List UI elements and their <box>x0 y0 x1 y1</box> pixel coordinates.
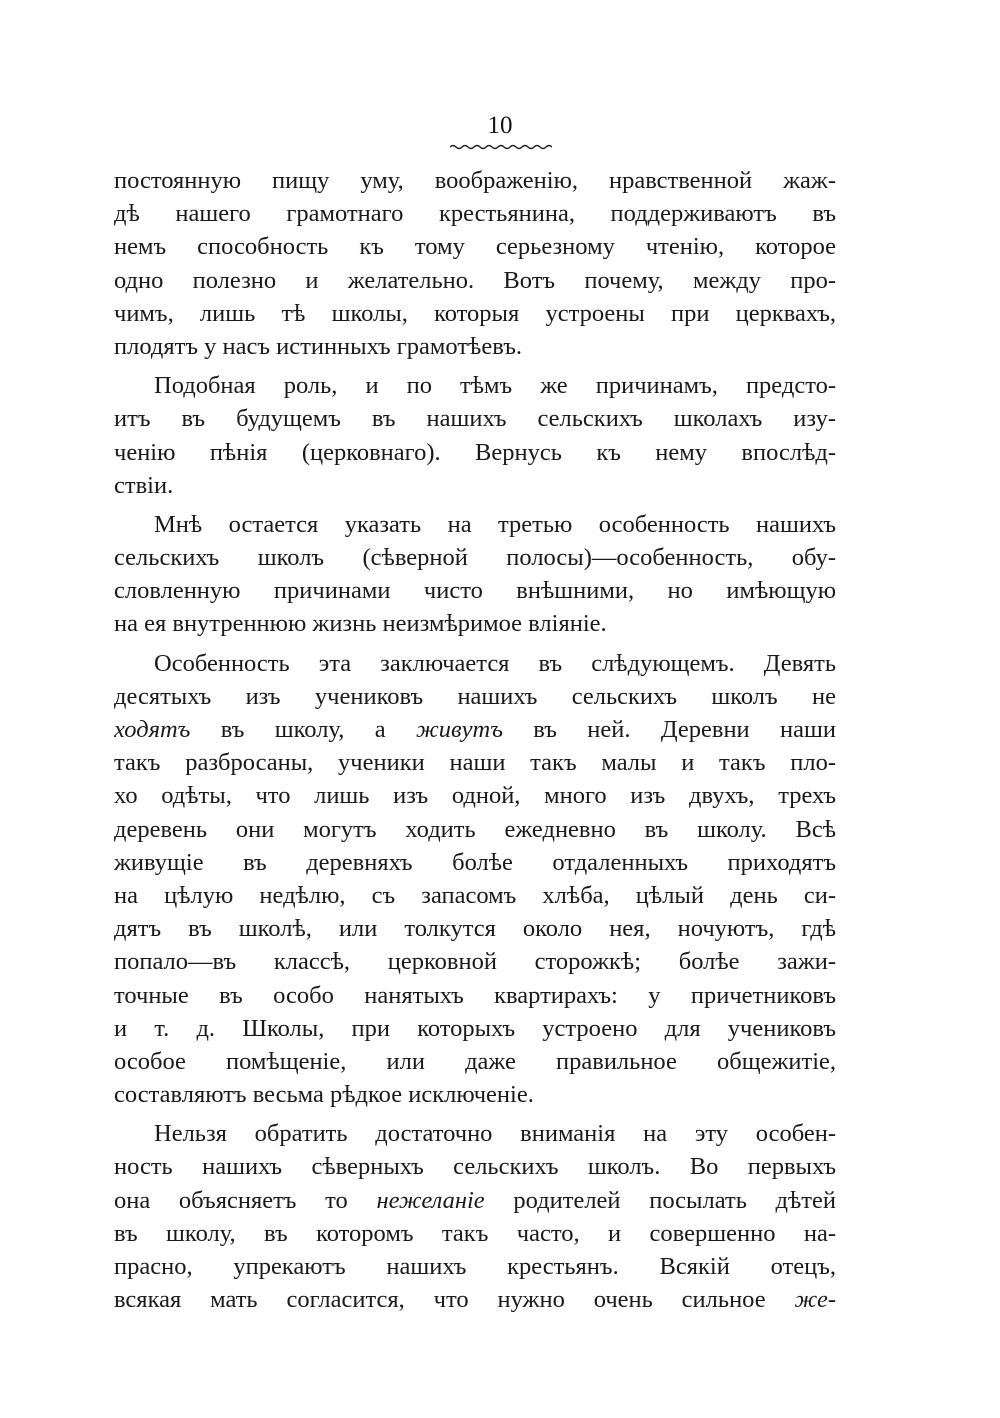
text-line: попало—въ классѣ, церковной сторожкѣ; болѣе зажи- <box>114 948 836 976</box>
text-line: одно полезно и желательно. Вотъ почему, между про- <box>114 266 836 294</box>
text-line: итъ въ будущемъ въ нашихъ сельскихъ школахъ изу- <box>114 405 836 433</box>
text-line: точные въ особо нанятыхъ квартирахъ: у причетниковъ <box>114 981 836 1009</box>
text-line: ность нашихъ сѣверныхъ сельскихъ школъ. Во первыхъ <box>114 1153 836 1181</box>
page-number: 10 <box>487 112 513 139</box>
italic-word: же- <box>794 1286 836 1314</box>
text-run: она объясняетъ то <box>114 1186 377 1214</box>
paragraph <box>114 508 836 641</box>
text-line: прасно, упрекаютъ нашихъ крестьянъ. Всякій отецъ, <box>114 1253 836 1280</box>
text-run: въ школу, а <box>190 716 416 743</box>
text-line: живущіе въ деревняхъ болѣе отдаленныхъ приходятъ <box>114 848 836 876</box>
text-line: особое помѣщеніе, или даже правильное общежитіе, <box>114 1047 836 1075</box>
text-line-with-italics <box>114 713 836 746</box>
text-line: немъ способность къ тому серьезному чтенію, которое <box>114 233 836 261</box>
text-line: чимъ, лишь тѣ школы, которыя устроены при церквахъ, <box>114 299 836 327</box>
paragraph <box>114 369 836 502</box>
paragraph <box>114 647 836 1112</box>
text-line: хо одѣты, что лишь изъ одной, много изъ двухъ, трехъ <box>114 782 836 810</box>
body-text <box>114 164 836 1316</box>
text-line: Подобная роль, и по тѣмъ же причинамъ, предсто- <box>154 372 836 400</box>
text-line: Нельзя обратить достаточно вниманія на эту особен- <box>154 1120 836 1148</box>
text-line: Мнѣ остается указать на третью особенность нашихъ <box>154 510 836 538</box>
italic-word: ходятъ <box>114 716 191 743</box>
text-line: деревень они могутъ ходить ежедневно въ школу. Всѣ <box>114 815 836 843</box>
text-line: десятыхъ изъ учениковъ нашихъ сельскихъ школъ не <box>114 682 836 710</box>
text-run: въ ней. Деревни наши <box>502 716 836 743</box>
text-line: ствіи. <box>114 471 174 499</box>
text-line: дѣ нашего грамотнаго крестьянина, поддерживаютъ въ <box>114 200 836 228</box>
text-line: Особенность эта заключается въ слѣдующемъ. Девять <box>154 649 836 677</box>
text-line-with-italics <box>114 1283 836 1316</box>
text-line: на цѣлую недѣлю, съ запасомъ хлѣба, цѣлый день си- <box>114 881 836 909</box>
italic-word: живутъ <box>415 716 503 743</box>
text-line-with-italics <box>114 1184 836 1217</box>
italic-word: нежеланіе <box>376 1186 485 1214</box>
paragraph <box>114 1117 836 1316</box>
text-run: всякая мать согласится, что нужно очень сильное <box>114 1286 795 1314</box>
text-run: родителей посылать дѣтей <box>484 1186 836 1214</box>
text-line: такъ разбросаны, ученики наши такъ малы и такъ пло- <box>114 749 836 777</box>
page-number-underline-ornament <box>450 144 552 150</box>
text-line: и т. д. Школы, при которыхъ устроено для учениковъ <box>114 1014 836 1042</box>
text-line: постоянную пищу уму, воображенію, нравственной жаж- <box>114 167 836 194</box>
text-line: составляютъ весьма рѣдкое исключеніе. <box>114 1081 534 1109</box>
paragraph <box>114 164 836 363</box>
text-line: сельскихъ школъ (сѣверной полосы)—особенность, обу- <box>114 544 836 572</box>
text-line: словленную причинами чисто внѣшними, но имѣющую <box>114 577 836 605</box>
text-line: въ школу, въ которомъ такъ часто, и совершенно на- <box>114 1219 836 1247</box>
text-line: на ея внутреннюю жизнь неизмѣримое вліяніе. <box>114 610 607 638</box>
text-line: ченію пѣнія (церковнаго). Вернусь къ нему впослѣд- <box>114 438 836 466</box>
text-line: плодятъ у насъ истинныхъ грамотѣевъ. <box>114 332 522 360</box>
text-line: дятъ въ школѣ, или толкутся около нея, ночуютъ, гдѣ <box>114 915 836 943</box>
